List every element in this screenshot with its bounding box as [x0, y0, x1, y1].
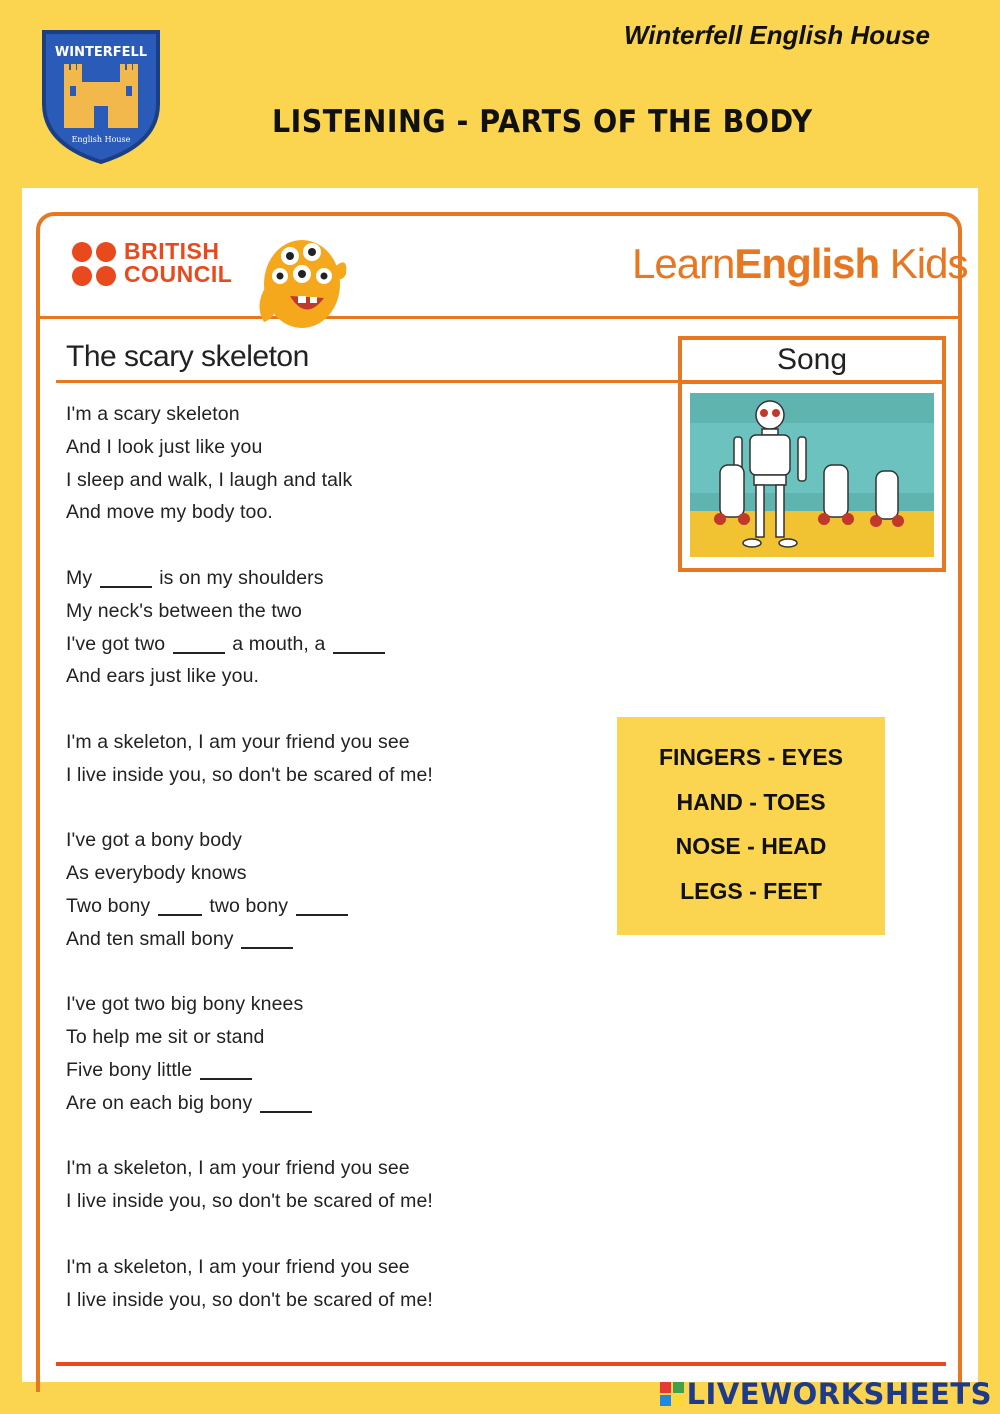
- winterfell-shield-logo: [36, 24, 166, 166]
- lyric-line: [66, 1054, 626, 1087]
- answer-blank-toes[interactable]: [241, 923, 293, 949]
- lyric-text: Are on each big bony: [66, 1091, 258, 1114]
- lyric-line: And move my body too.: [66, 501, 273, 524]
- answer-blank-hand[interactable]: [260, 1087, 312, 1113]
- answer-blank-head[interactable]: [100, 562, 152, 588]
- header-divider: [40, 316, 958, 319]
- lyric-line: My neck's between the two: [66, 599, 303, 622]
- bc-line2: COUNCIL: [124, 261, 233, 287]
- word-bank-item: FINGERS - EYES: [658, 744, 844, 770]
- lyric-text: two bony: [203, 894, 294, 917]
- lyric-line: [66, 562, 626, 595]
- lyric-line: I've got a bony body: [66, 829, 242, 852]
- monster-mascot-icon: [250, 226, 350, 336]
- stanza-3: [66, 824, 626, 955]
- answer-blank-legs[interactable]: [158, 890, 202, 916]
- word-bank-item: HAND - TOES: [676, 788, 826, 815]
- lek-part1: Learn: [632, 240, 735, 287]
- lyric-line: I'm a skeleton, I am your friend you see: [66, 730, 410, 753]
- answer-blank-fingers[interactable]: [200, 1054, 252, 1080]
- word-bank-item: NOSE - HEAD: [675, 833, 827, 859]
- lyric-line: I'm a scary skeleton: [66, 403, 240, 425]
- word-bank: [617, 717, 885, 935]
- lyric-line: I'm a skeleton, I am your friend you see: [66, 1157, 410, 1180]
- lyric-line: I sleep and walk, I laugh and talk: [66, 468, 353, 491]
- bc-line1: BRITISH: [124, 238, 220, 264]
- lyric-line: I live inside you, so don't be scared of me!: [66, 1288, 433, 1311]
- lyric-line: I've got two big bony knees: [66, 993, 304, 1016]
- lyric-line: And ears just like you.: [66, 665, 260, 688]
- school-name: Winterfell English House: [623, 20, 930, 50]
- british-council-logo: [124, 240, 232, 286]
- word-bank-item: LEGS - FEET: [680, 877, 822, 904]
- shield-top-text: WINTERFELL: [54, 45, 148, 60]
- liveworksheets-icon: [659, 1381, 685, 1407]
- lyric-text: Two bony: [66, 894, 156, 917]
- answer-blank-eyes[interactable]: [173, 628, 225, 654]
- lyric-text: I've got two: [66, 632, 171, 655]
- lyric-text: Five bony little: [66, 1058, 198, 1081]
- liveworksheets-logo: [659, 1378, 992, 1410]
- title-underline: [56, 380, 678, 383]
- chorus-3: [66, 1251, 626, 1317]
- shield-bottom-text: English House: [71, 135, 131, 144]
- lyric-line: I live inside you, so don't be scared of me!: [66, 763, 433, 786]
- lyric-line: And I look just like you: [66, 435, 263, 458]
- lyric-line: I live inside you, so don't be scared of me!: [66, 1190, 433, 1213]
- lek-part3: Kids: [879, 240, 968, 287]
- lyric-text: is on my shoulders: [153, 566, 324, 589]
- lek-part2: English: [734, 240, 880, 287]
- lyric-line: I'm a skeleton, I am your friend you see: [66, 1255, 410, 1278]
- stanza-2: [66, 562, 626, 693]
- stanza-1: [66, 398, 626, 529]
- skeleton-illustration: [690, 393, 934, 557]
- song-label: Song: [678, 336, 946, 384]
- lyric-line: [66, 1087, 626, 1120]
- lyric-line: To help me sit or stand: [66, 1026, 265, 1049]
- lyric-line: [66, 923, 626, 956]
- liveworksheets-text: LIVEWORKSHEETS: [686, 1377, 992, 1411]
- lyric-text: And ten small bony: [66, 927, 240, 950]
- lyric-line: [66, 890, 626, 923]
- bottom-divider: [56, 1362, 946, 1366]
- chorus-2: [66, 1152, 626, 1218]
- answer-blank-nose[interactable]: [333, 628, 385, 654]
- page-title: LISTENING - PARTS OF THE BODY: [272, 104, 813, 140]
- song-lyrics: [66, 398, 626, 1316]
- stanza-4: [66, 988, 626, 1119]
- song-title: The scary skeleton: [66, 340, 309, 373]
- lyric-text: a mouth, a: [226, 632, 331, 655]
- lyric-line: [66, 628, 626, 661]
- learnenglish-kids-logo: [632, 240, 967, 288]
- lyric-text: My: [66, 566, 98, 589]
- lyric-line: As everybody knows: [66, 862, 247, 885]
- chorus-1: [66, 726, 626, 792]
- answer-blank-feet[interactable]: [296, 890, 348, 916]
